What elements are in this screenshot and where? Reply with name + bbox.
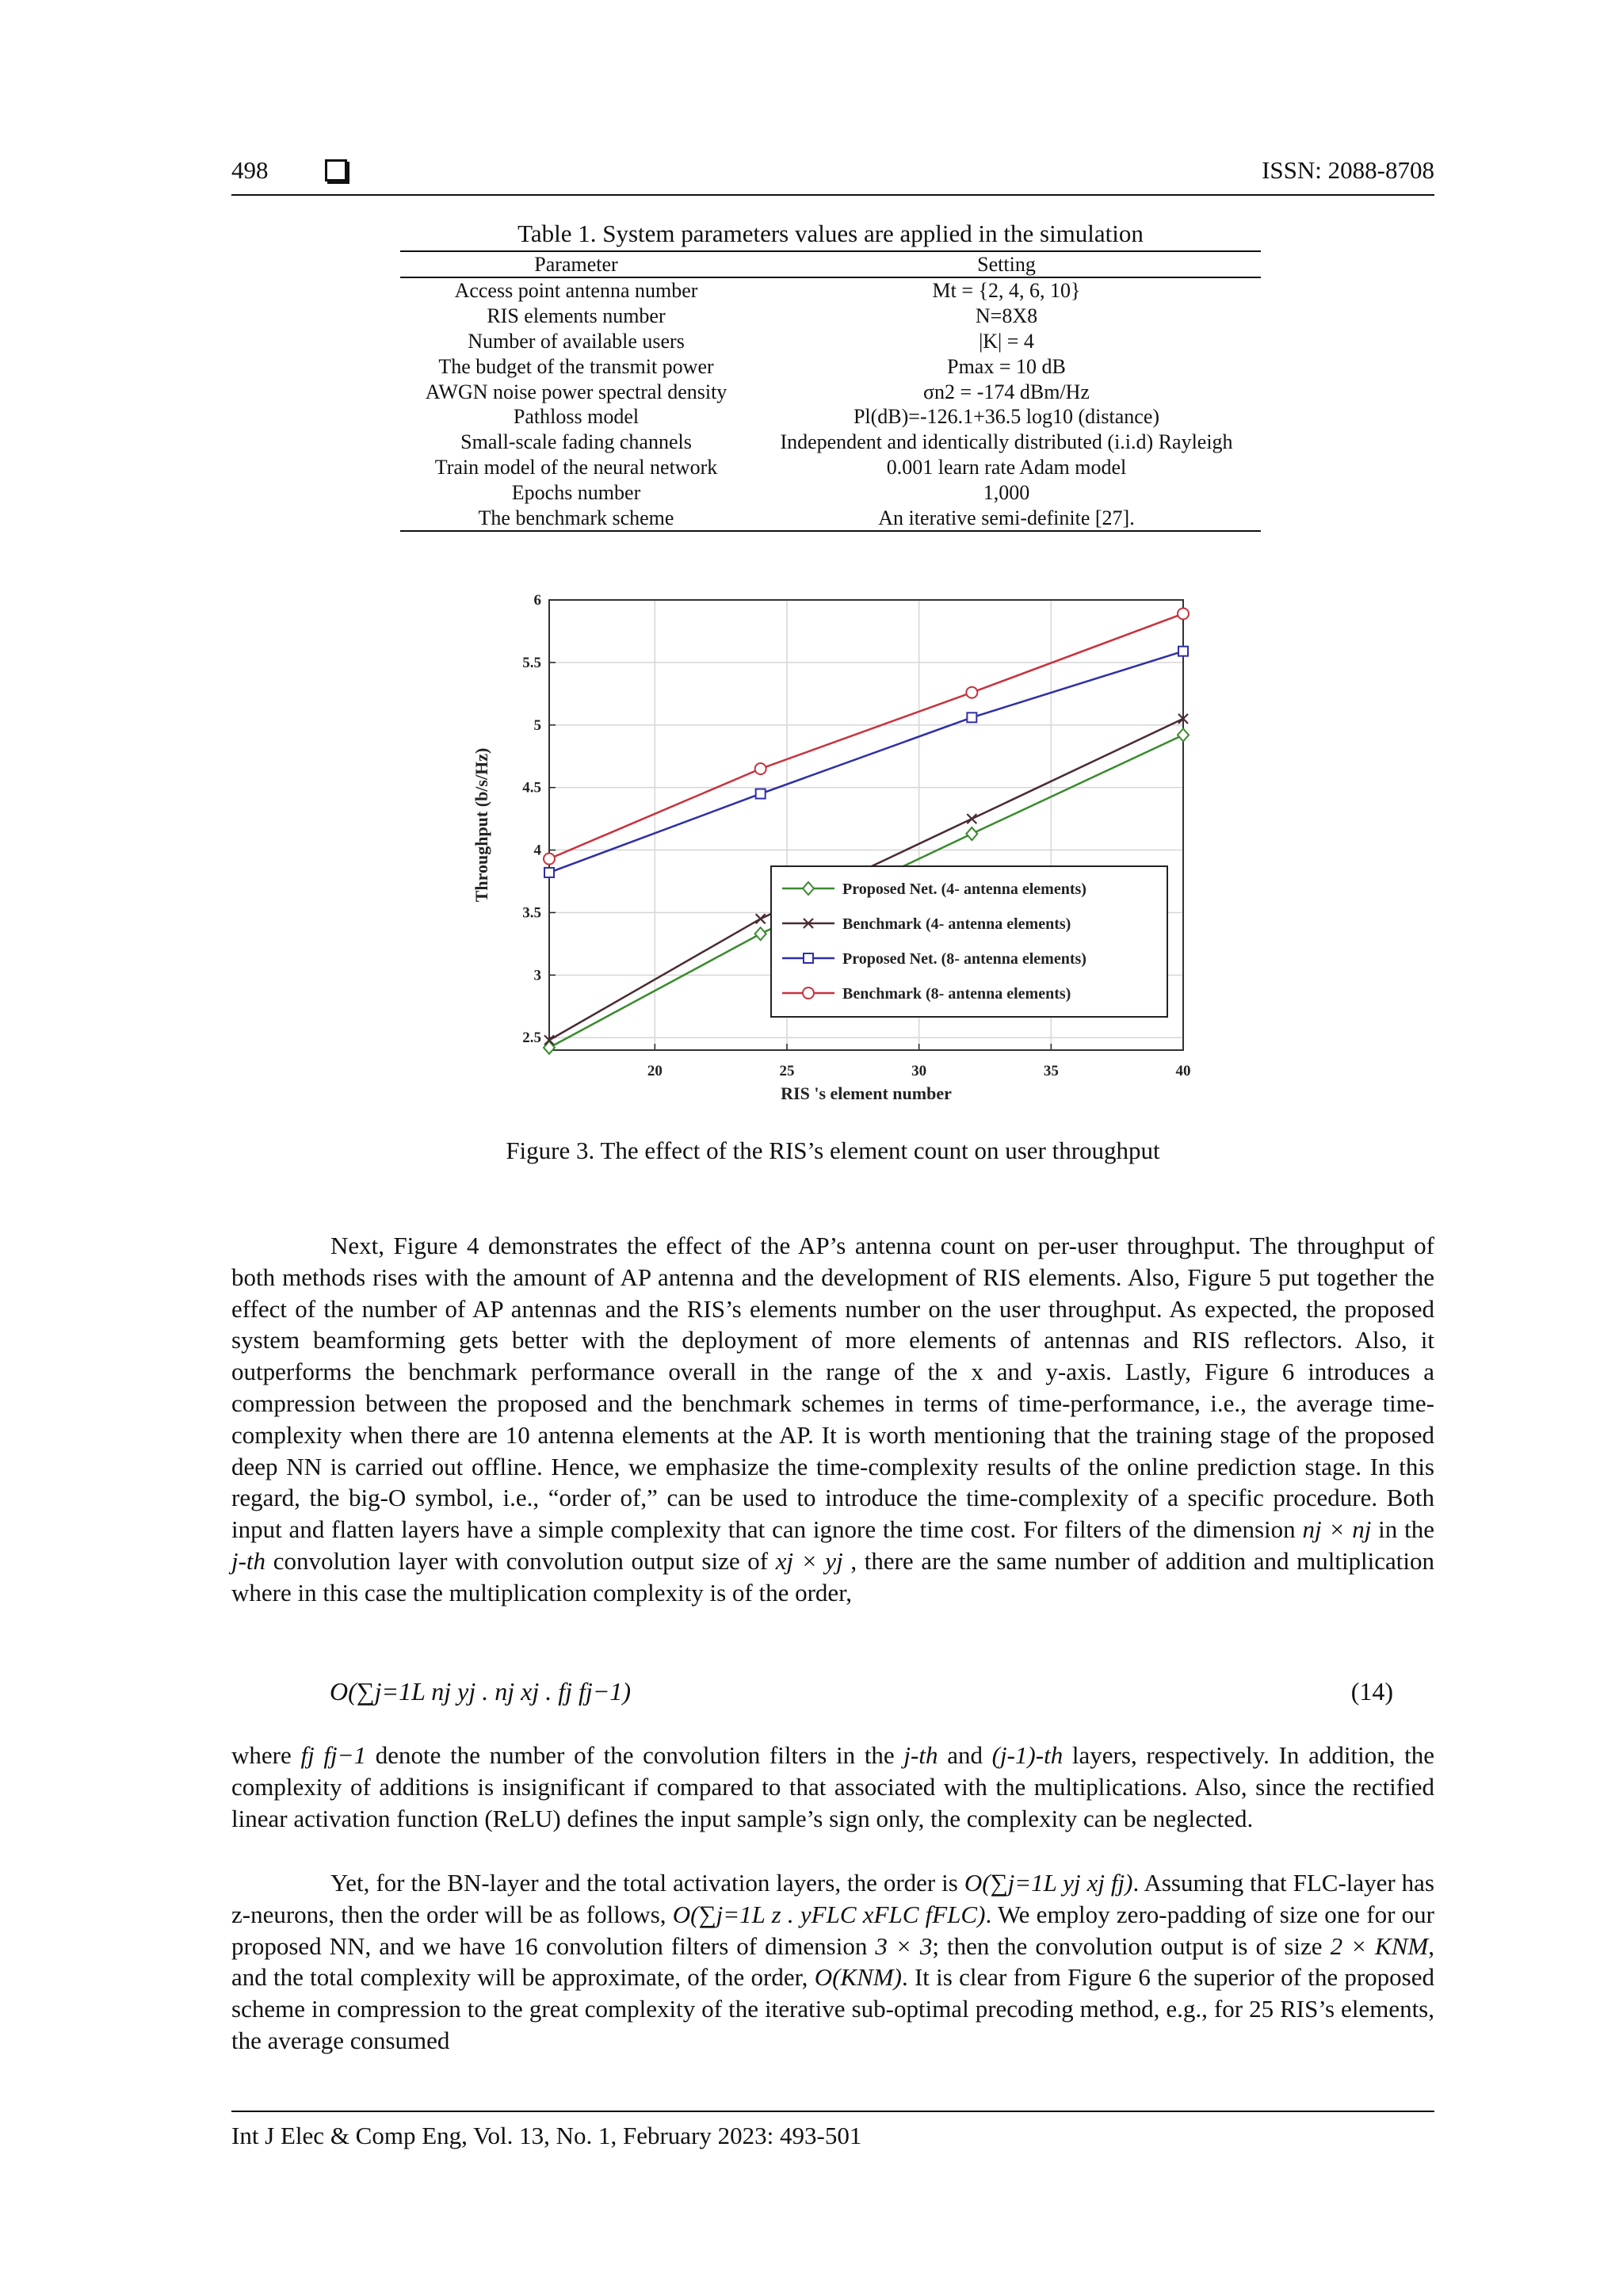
setting-cell: An iterative semi-definite [27]. bbox=[752, 505, 1261, 531]
checkbox-square-icon bbox=[325, 159, 347, 181]
math-inline: O(KNM) bbox=[814, 1963, 902, 1992]
parameter-cell: Train model of the neural network bbox=[434, 455, 718, 479]
math-inline: O(∑j=1L yj xj fj) bbox=[964, 1869, 1133, 1897]
math-inline: j-th bbox=[903, 1741, 938, 1769]
table-row bbox=[400, 304, 1261, 329]
equation-expression: O(∑j=1L nj yj . nj xj . fj fj−1) bbox=[330, 1677, 632, 1706]
paragraph-text: Yet, for the BN-layer and the total activation layers, the order is bbox=[330, 1869, 958, 1897]
parameter-cell: Access point antenna number bbox=[454, 279, 698, 303]
table-row bbox=[400, 430, 1261, 455]
parameter-cell: Epochs number bbox=[511, 480, 641, 504]
setting-cell: Independent and identically distributed (i.i.d) Rayleigh bbox=[780, 430, 1233, 454]
legend-label: Benchmark (4- antenna elements) bbox=[842, 915, 1071, 933]
figure-caption: Figure 3. The effect of the RIS’s element count on user throughput bbox=[506, 1137, 1160, 1164]
table-row bbox=[400, 404, 1261, 430]
parameter-cell: RIS elements number bbox=[487, 304, 666, 328]
parameter-cell: The benchmark scheme bbox=[400, 505, 752, 531]
page-footer bbox=[231, 2111, 1434, 2150]
math-inline: 3 × 3 bbox=[875, 1931, 933, 1960]
parameter-cell: Pathloss model bbox=[513, 405, 640, 429]
setting-cell: 1,000 bbox=[983, 480, 1030, 504]
data-point bbox=[966, 687, 977, 698]
data-point bbox=[803, 988, 814, 999]
parameter-cell: AWGN noise power spectral density bbox=[425, 380, 727, 403]
data-point bbox=[756, 789, 766, 799]
setting-cell: N=8X8 bbox=[975, 304, 1038, 328]
paragraph-text: , and the total complexity will be approximate, of the order, bbox=[231, 1931, 1434, 1992]
paragraph-text: . We employ zero-padding of size one for our proposed NN, and we have 16 convolution filters of dimension bbox=[231, 1900, 1435, 1960]
table-header-row bbox=[400, 251, 1261, 277]
paragraph-text: convolution layer with convolution output size of bbox=[273, 1546, 769, 1575]
y-tick-label: 4 bbox=[533, 842, 541, 859]
y-tick-label: 6 bbox=[533, 592, 541, 609]
data-point bbox=[755, 763, 766, 774]
table-row bbox=[400, 505, 1261, 531]
throughput-chart bbox=[464, 590, 1193, 1106]
x-tick-label: 20 bbox=[647, 1063, 663, 1079]
table-row bbox=[400, 353, 1261, 379]
setting-cell: Mt = {2, 4, 6, 10} bbox=[932, 279, 1081, 303]
setting-cell: Pmax = 10 dB bbox=[947, 354, 1066, 378]
data-point bbox=[1178, 647, 1188, 656]
paragraph bbox=[231, 1740, 1434, 1834]
math-inline: (j-1)-th bbox=[991, 1741, 1064, 1769]
math-inline: O(∑j=1L z . yFLC xFLC fFLC) bbox=[672, 1900, 986, 1928]
table-row bbox=[400, 479, 1261, 505]
setting-cell: 0.001 learn rate Adam model bbox=[886, 455, 1127, 479]
data-point bbox=[544, 854, 555, 865]
table-row bbox=[400, 277, 1261, 304]
data-point bbox=[804, 953, 813, 963]
table-body bbox=[400, 277, 1261, 531]
legend-label: Proposed Net. (4- antenna elements) bbox=[842, 881, 1086, 898]
legend-label: Benchmark (8- antenna elements) bbox=[842, 985, 1071, 1003]
paragraph-text: denote the number of the convolution filters in the bbox=[375, 1741, 895, 1769]
data-point bbox=[544, 868, 554, 877]
parameter-cell: Small-scale fading channels bbox=[460, 430, 692, 454]
table-row bbox=[400, 455, 1261, 480]
parameters-table bbox=[400, 250, 1261, 532]
table-row bbox=[400, 379, 1261, 404]
paragraph-text: where bbox=[231, 1741, 292, 1769]
math-inline: j-th bbox=[231, 1546, 266, 1575]
paragraph-text: and bbox=[947, 1741, 983, 1769]
y-tick-label: 2.5 bbox=[522, 1030, 541, 1047]
math-inline: nj × nj bbox=[1302, 1515, 1372, 1544]
setting-cell: Pl(dB)=-126.1+36.5 log10 (distance) bbox=[853, 405, 1160, 429]
paragraph-text: ; then the convolution output is of size bbox=[932, 1931, 1323, 1960]
paragraph-text: Next, Figure 4 demonstrates the effect of the AP’s antenna count on per-user throughput. The throughput of both methods rises with the amount of AP antenna and the development of RIS elements. Also, Figure 5 put together the effect of the number of AP antennas and the RIS’s elements number on the user throughput. As expected, the proposed system beamforming gets better with the deployment of more elements of antennas and RIS reflectors. Also, it outperforms the benchmark performance overall in the range of the x and y-axis. Lastly, Figure 6 introduces a compression between the proposed and the benchmark schemes in terms of time-performance, i.e., the average time-complexity when there are 10 antenna elements at the AP. It is worth mentioning that the training stage of the proposed deep NN is carried out offline. Hence, we emphasize the time-complexity results of the online prediction stage. In this regard, the big-O symbol, i.e., “order of,” can be used to introduce the time-complexity of a specific procedure. Both input and flatten layers have a simple complexity that can ignore the time cost. For filters of the dimension bbox=[231, 1232, 1434, 1544]
paragraph-text: , there are the same number of addition and multiplication where in this case the multiplication complexity is of the order, bbox=[231, 1546, 1435, 1606]
x-tick-label: 30 bbox=[911, 1063, 927, 1079]
y-tick-label: 3 bbox=[533, 967, 541, 984]
paragraph bbox=[231, 1230, 1434, 1609]
page-header bbox=[231, 155, 1434, 196]
paragraph-text: layers, respectively. In addition, the complexity of additions is insignificant if compared to that associated with the multiplications. Also, since the rectified linear activation function (ReLU) defines the input sample’s sign only, the complexity can be neglected. bbox=[231, 1741, 1435, 1832]
paragraph-text: . It is clear from Figure 6 the superior of the proposed scheme in compression to the great complexity of the iterative sub-optimal precoding method, e.g., for 25 RIS’s elements, the average consumed bbox=[231, 1963, 1435, 2054]
legend-label: Proposed Net. (8- antenna elements) bbox=[842, 950, 1086, 968]
data-point bbox=[1178, 608, 1189, 619]
setting-cell: σn2 = -174 dBm/Hz bbox=[923, 380, 1090, 403]
equation-number: (14) bbox=[1350, 1677, 1393, 1706]
column-header: Parameter bbox=[400, 251, 752, 277]
paragraph-text: . Assuming that FLC-layer has z-neurons, then the order will be as follows, bbox=[231, 1869, 1434, 1928]
column-header: Setting bbox=[752, 251, 1261, 277]
setting-cell: |K| = 4 bbox=[979, 329, 1034, 353]
x-axis-label: RIS 's element number bbox=[781, 1083, 952, 1103]
parameter-cell: The budget of the transmit power bbox=[438, 354, 714, 378]
y-tick-label: 5 bbox=[533, 716, 541, 734]
y-tick-label: 3.5 bbox=[522, 904, 541, 922]
journal-citation: Int J Elec & Comp Eng, Vol. 13, No. 1, February 2023: 493-501 bbox=[231, 2122, 862, 2149]
data-point bbox=[967, 712, 976, 722]
math-inline: 2 × KNM bbox=[1330, 1931, 1429, 1960]
figure-3 bbox=[464, 590, 1193, 1106]
parameter-cell: Number of available users bbox=[468, 329, 685, 353]
issn-label: ISSN: 2088-8708 bbox=[1262, 156, 1434, 184]
equation-14 bbox=[231, 1677, 1434, 1712]
x-tick-label: 40 bbox=[1175, 1063, 1191, 1079]
paragraph bbox=[231, 1867, 1434, 2057]
y-tick-label: 4.5 bbox=[522, 779, 541, 797]
math-inline: fj fj−1 bbox=[300, 1741, 367, 1769]
paragraph-text: in the bbox=[1378, 1515, 1434, 1544]
math-inline: xj × yj bbox=[775, 1546, 843, 1575]
page-number: 498 bbox=[231, 156, 269, 184]
table-row bbox=[400, 329, 1261, 354]
y-tick-label: 5.5 bbox=[522, 654, 541, 671]
x-tick-label: 25 bbox=[779, 1063, 795, 1079]
x-tick-label: 35 bbox=[1043, 1063, 1059, 1079]
table-caption: Table 1. System parameters values are applied in the simulation bbox=[517, 220, 1144, 247]
y-axis-label: Throughput (b/s/Hz) bbox=[472, 747, 491, 903]
